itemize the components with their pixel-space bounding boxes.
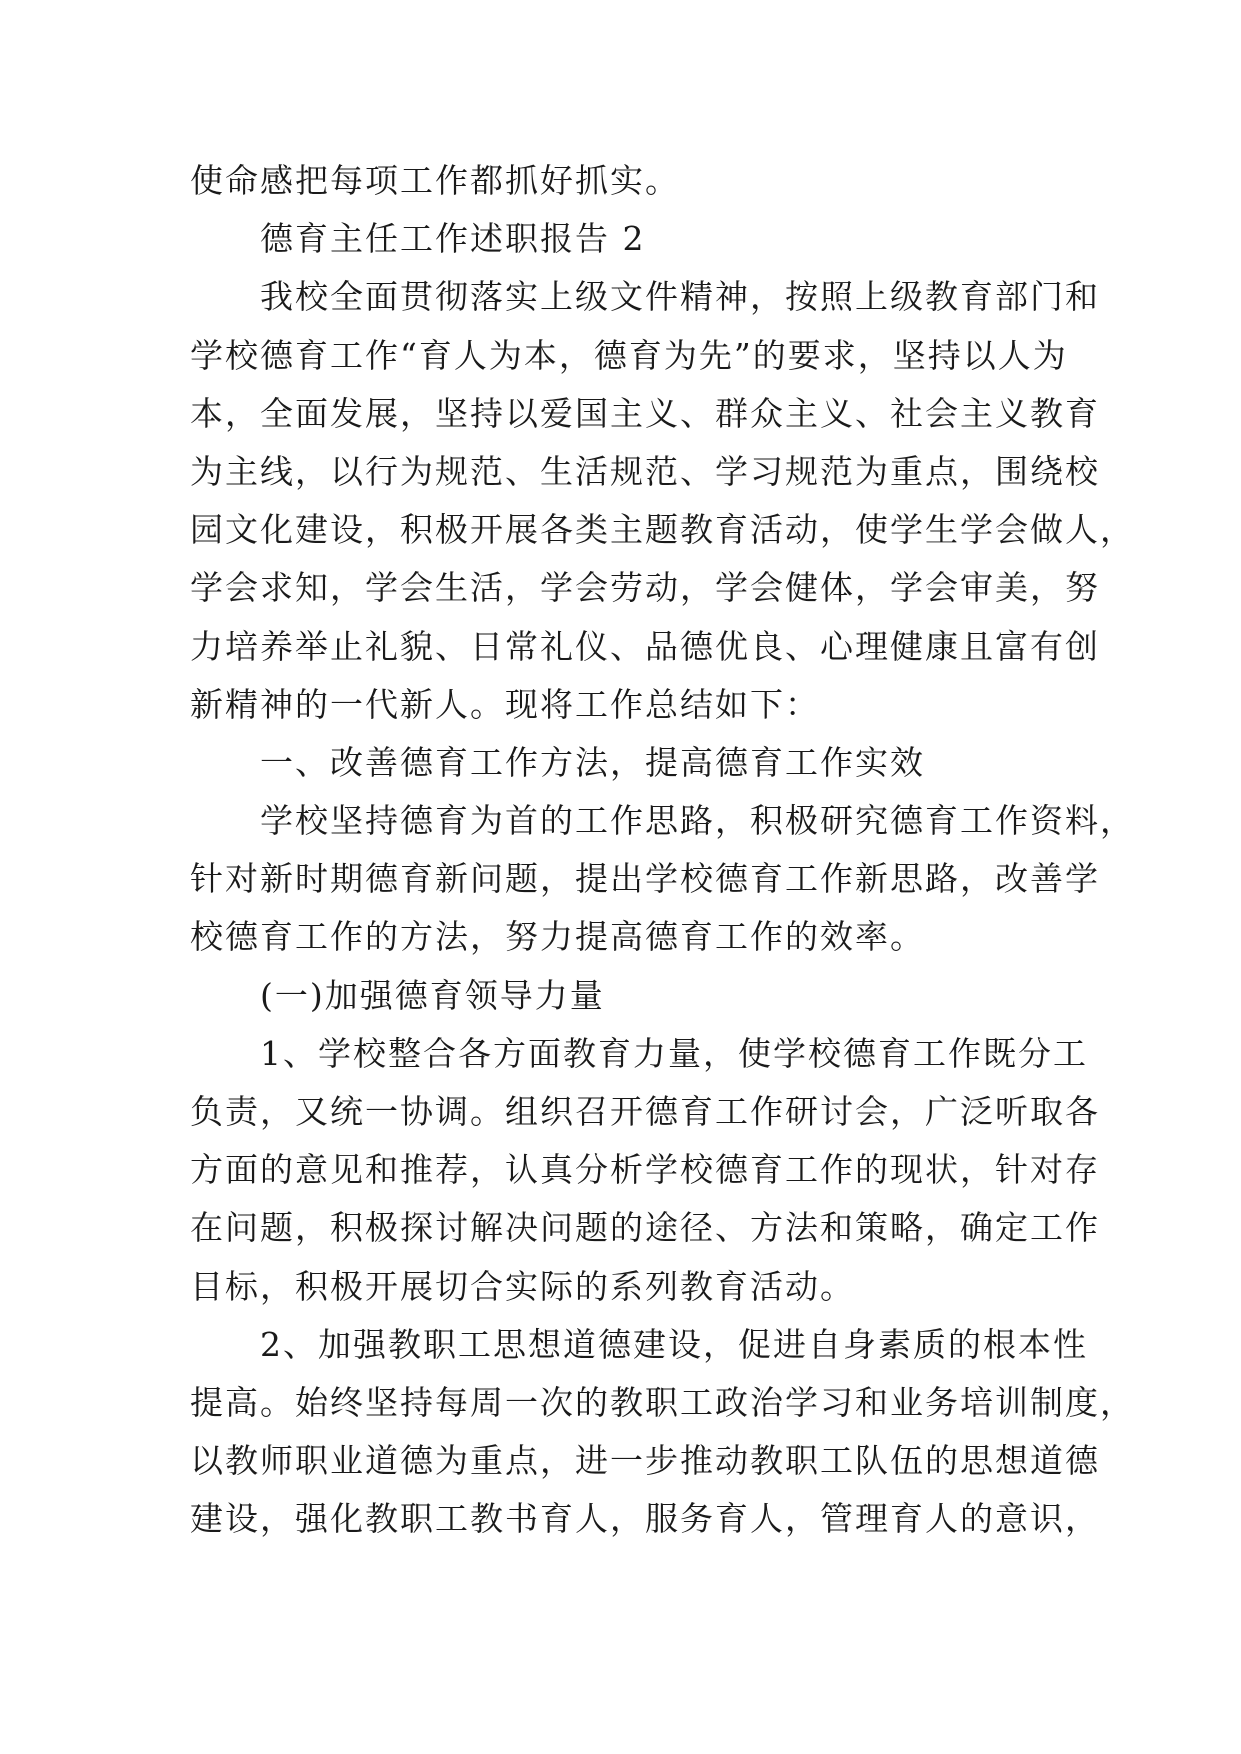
- paragraph-line: 使命感把每项工作都抓好抓实。: [190, 161, 680, 200]
- section-heading: 一、改善德育工作方法，提高德育工作实效: [260, 742, 925, 782]
- paragraph-line: 目标，积极开展切合实际的系列教育活动。: [190, 1266, 855, 1306]
- paragraph-line: 2、加强教职工思想道德建设，促进自身素质的根本性: [260, 1324, 1088, 1364]
- paragraph-line: 学校坚持德育为首的工作思路，积极研究德育工作资料，: [260, 801, 1135, 841]
- paragraph-line: 本，全面发展，坚持以爱国主义、群众主义、社会主义教育: [190, 393, 1100, 433]
- paragraph-line: 力培养举止礼貌、日常礼仪、品德优良、心理健康且富有创: [190, 626, 1100, 666]
- paragraph-line: 建设，强化教职工教书育人，服务育人，管理育人的意识，: [190, 1499, 1100, 1539]
- paragraph-line: 负责，又统一协调。组织召开德育工作研讨会，广泛听取各: [190, 1092, 1100, 1131]
- paragraph-line: 1、学校整合各方面教育力量，使学校德育工作既分工: [260, 1033, 1088, 1073]
- paragraph-line: 学会求知，学会生活，学会劳动，学会健体，学会审美，努: [190, 568, 1100, 608]
- paragraph-line: 为主线，以行为规范、生活规范、学习规范为重点，围绕校: [190, 451, 1100, 491]
- paragraph-line: 新精神的一代新人。现将工作总结如下：: [190, 684, 820, 724]
- paragraph-line: 提高。始终坚持每周一次的教职工政治学习和业务培训制度，: [190, 1382, 1135, 1422]
- paragraph-line: 校德育工作的方法，努力提高德育工作的效率。: [190, 917, 925, 957]
- document-body: [190, 152, 1135, 1549]
- section-heading: 德育主任工作述职报告 2: [260, 219, 646, 259]
- paragraph-line: 我校全面贯彻落实上级文件精神，按照上级教育部门和: [260, 277, 1100, 317]
- section-heading: (一)加强德育领导力量: [260, 975, 605, 1015]
- paragraph-line: 方面的意见和推荐，认真分析学校德育工作的现状，针对存: [190, 1150, 1100, 1190]
- paragraph-line: 学校德育工作“育人为本，德育为先”的要求，坚持以人为: [190, 335, 1068, 375]
- paragraph-line: 以教师职业道德为重点，进一步推动教职工队伍的思想道德: [190, 1441, 1100, 1481]
- paragraph-line: 针对新时期德育新问题，提出学校德育工作新思路，改善学: [190, 859, 1100, 899]
- paragraph-line: 园文化建设，积极开展各类主题教育活动，使学生学会做人，: [190, 510, 1135, 550]
- paragraph-line: 在问题，积极探讨解决问题的途径、方法和策略，确定工作: [190, 1208, 1100, 1248]
